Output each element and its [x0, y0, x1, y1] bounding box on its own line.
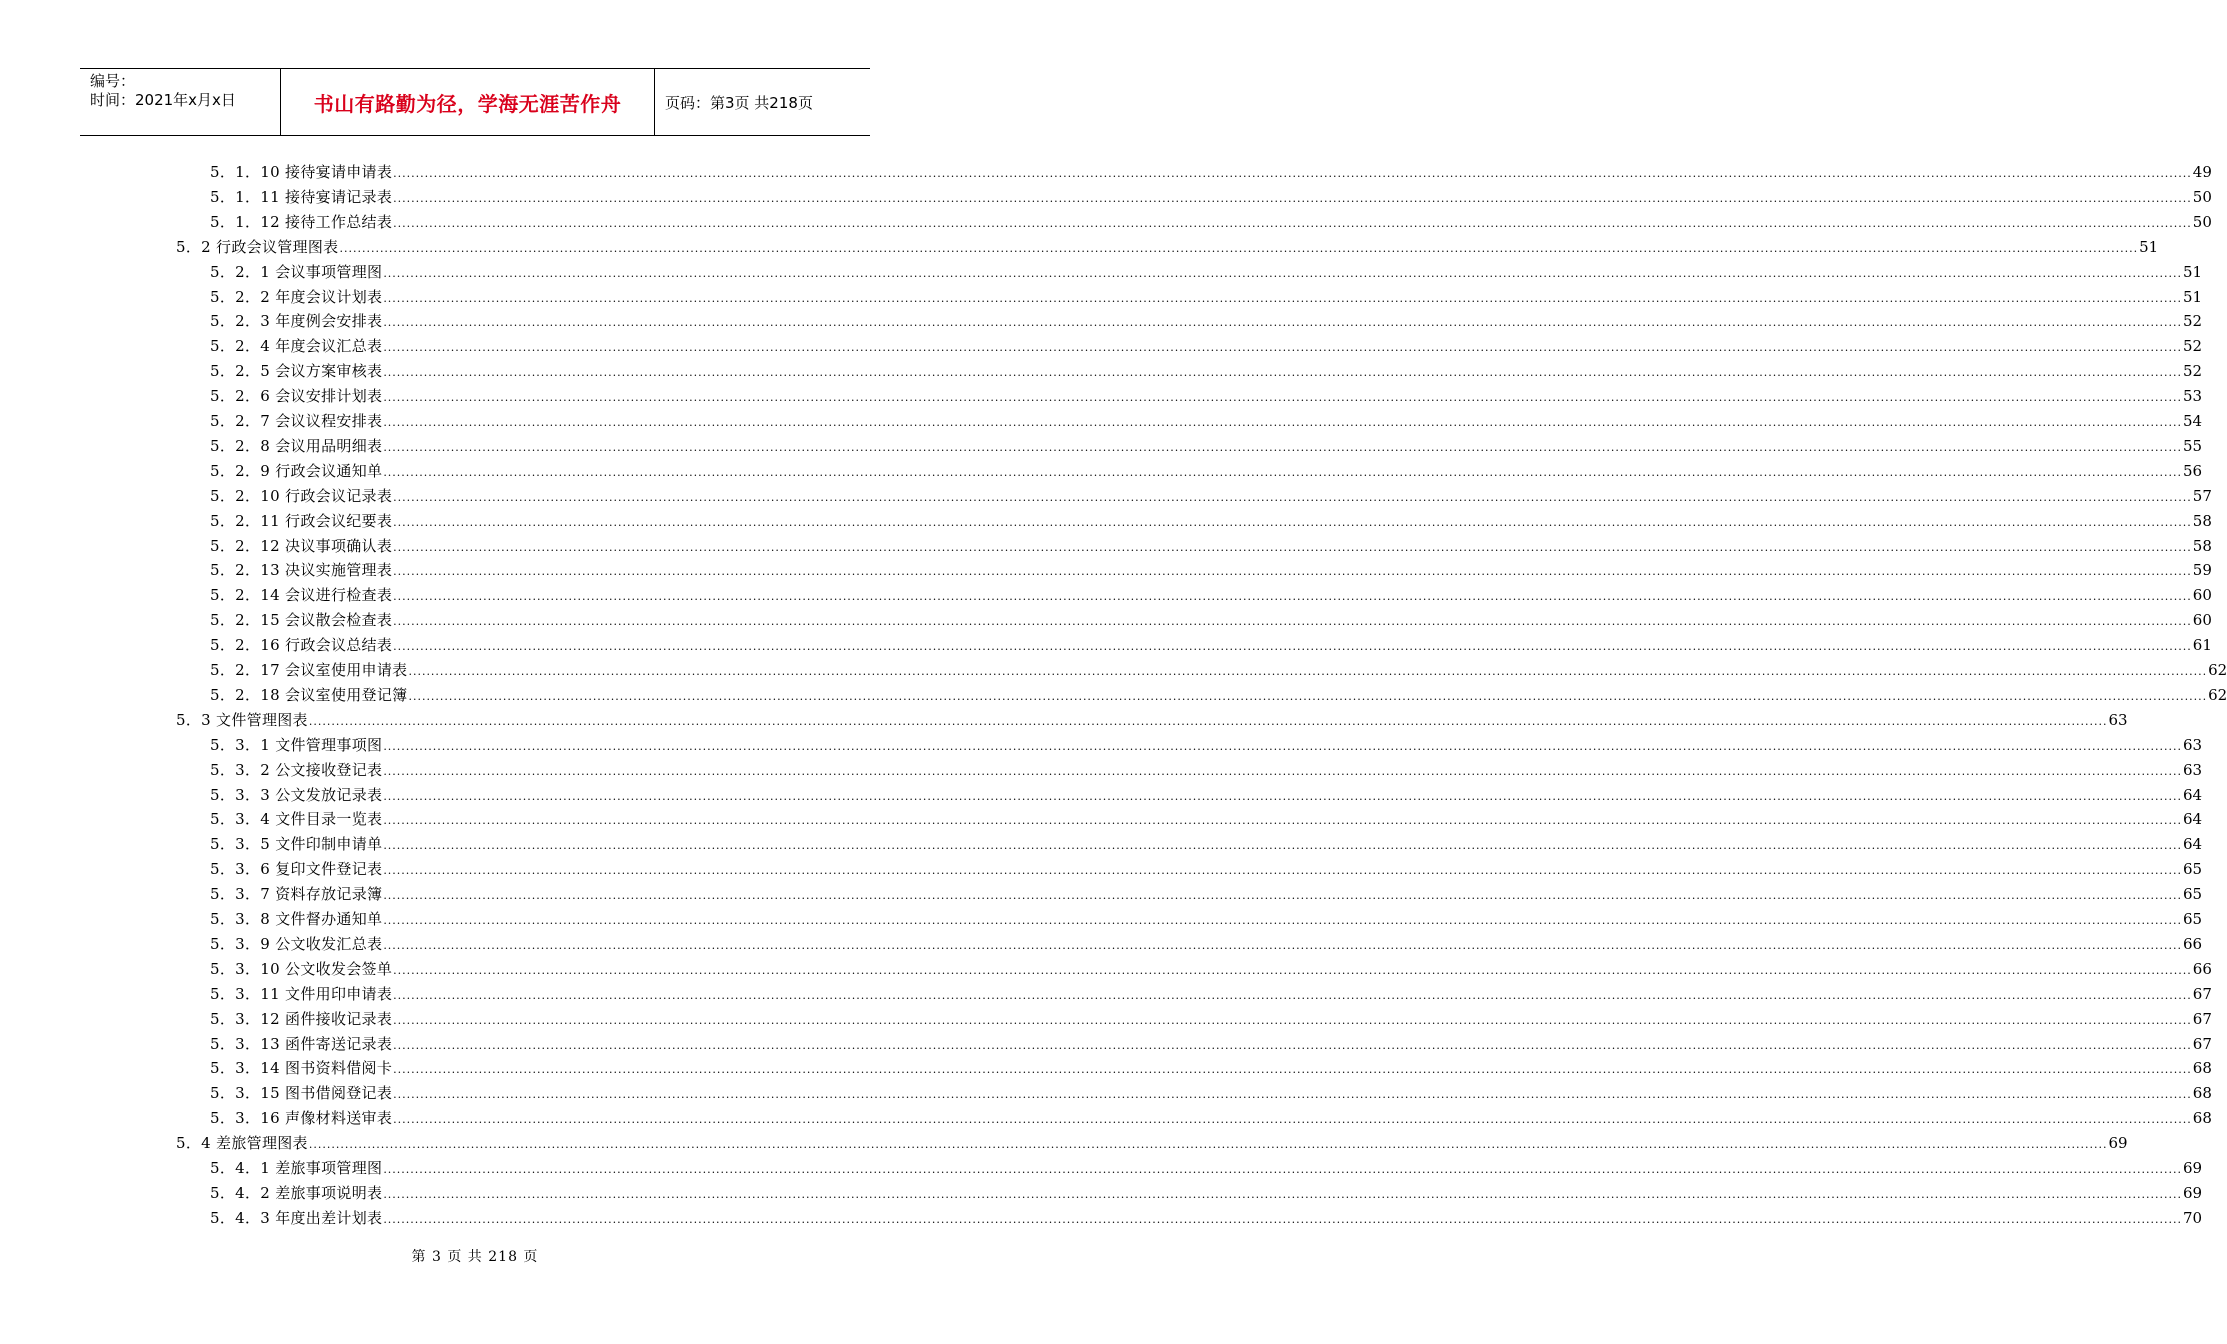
toc-entry-page: 50 — [2192, 212, 2212, 231]
toc-dot-leader: ................................................................................................................................................................................................................................................................................................................................................................................................................ — [393, 191, 2192, 205]
toc-entry-title: 5．2 行政会议管理图表 — [176, 237, 339, 256]
toc-entry-page: 55 — [2182, 436, 2203, 455]
toc-entry-title: 5．2．17 会议室使用申请表 — [210, 661, 408, 679]
toc-entry-page: 54 — [2182, 412, 2203, 430]
toc-dot-leader: ................................................................................................................................................................................................................................................................................................................................................................................................................ — [383, 839, 2182, 853]
toc-entry-title: 5．2．18 会议室使用登记簿 — [210, 685, 408, 704]
toc-entry-page: 66 — [2192, 959, 2212, 978]
toc-entry-page: 63 — [2182, 760, 2203, 779]
toc-entry[interactable] — [210, 582, 2212, 606]
toc-entry-title: 5．4 差旅管理图表 — [176, 1134, 308, 1153]
toc-entry[interactable] — [210, 1006, 2212, 1030]
toc-entry[interactable] — [210, 1055, 2212, 1079]
toc-entry[interactable] — [210, 408, 2203, 432]
toc-entry-page: 63 — [2108, 710, 2128, 729]
toc-entry-title: 5．3．11 文件用印申请表 — [210, 984, 393, 1003]
toc-dot-leader: ................................................................................................................................................................................................................................................................................................................................................................................................................ — [383, 1212, 2182, 1226]
toc-entry-page: 69 — [2182, 1159, 2203, 1177]
toc-entry[interactable] — [210, 483, 2212, 507]
toc-dot-leader: ................................................................................................................................................................................................................................................................................................................................................................................................................ — [393, 988, 2192, 1002]
toc-entry-title: 5．3．3 公文发放记录表 — [210, 785, 383, 804]
toc-entry-page: 53 — [2182, 387, 2203, 406]
toc-dot-leader: ................................................................................................................................................................................................................................................................................................................................................................................................................ — [408, 665, 2208, 678]
toc-dot-leader: ................................................................................................................................................................................................................................................................................................................................................................................................................ — [383, 1187, 2182, 1201]
toc-entry-title: 5．2．13 决议实施管理表 — [210, 561, 393, 580]
toc-entry-title: 5．2．16 行政会议总结表 — [210, 636, 393, 655]
toc-dot-leader: ................................................................................................................................................................................................................................................................................................................................................................................................................ — [393, 615, 2192, 629]
toc-dot-leader: ................................................................................................................................................................................................................................................................................................................................................................................................................ — [383, 814, 2182, 828]
toc-entry-title: 5．2．10 行政会议记录表 — [210, 486, 393, 505]
toc-dot-leader: ................................................................................................................................................................................................................................................................................................................................................................................................................ — [383, 1163, 2182, 1176]
toc-entry[interactable] — [210, 657, 2227, 681]
header-page-info: 页码：第3页 共218页 — [665, 93, 813, 112]
toc-entry[interactable] — [210, 981, 2212, 1005]
header-motto: 书山有路勤为径，学海无涯苦作舟 — [313, 91, 622, 116]
toc-dot-leader: ................................................................................................................................................................................................................................................................................................................................................................................................................ — [383, 914, 2182, 927]
toc-dot-leader: ................................................................................................................................................................................................................................................................................................................................................................................................................ — [383, 416, 2182, 429]
toc-entry-title: 5．2．15 会议散会检查表 — [210, 611, 393, 630]
toc-entry[interactable] — [210, 1205, 2203, 1229]
toc-entry-page: 49 — [2192, 163, 2212, 181]
toc-entry-title: 5．1．11 接待宴请记录表 — [210, 187, 393, 206]
toc-entry-page: 69 — [2182, 1183, 2203, 1202]
toc-entry[interactable] — [210, 831, 2203, 855]
toc-dot-leader: ................................................................................................................................................................................................................................................................................................................................................................................................................ — [383, 864, 2182, 878]
toc-entry[interactable] — [210, 632, 2212, 656]
header-motto-cell — [281, 69, 655, 135]
toc-entry[interactable] — [210, 1105, 2212, 1129]
toc-entry-title: 5．3 文件管理图表 — [176, 710, 308, 729]
toc-entry-page: 67 — [2192, 1009, 2212, 1028]
toc-entry[interactable] — [210, 284, 2203, 308]
toc-dot-leader: ................................................................................................................................................................................................................................................................................................................................................................................................................ — [393, 1013, 2192, 1027]
toc-entry-page: 64 — [2182, 785, 2203, 804]
toc-dot-leader: ................................................................................................................................................................................................................................................................................................................................................................................................................ — [383, 291, 2182, 305]
toc-entry[interactable] — [210, 1080, 2212, 1104]
toc-entry[interactable] — [210, 782, 2203, 806]
toc-entry-page: 67 — [2192, 1034, 2212, 1053]
toc-entry[interactable] — [210, 956, 2212, 980]
toc-entry-page: 51 — [2182, 262, 2203, 281]
toc-entry[interactable] — [210, 259, 2203, 283]
toc-entry-title: 5．3．13 函件寄送记录表 — [210, 1034, 393, 1053]
toc-dot-leader: ................................................................................................................................................................................................................................................................................................................................................................................................................ — [383, 938, 2182, 952]
toc-entry[interactable] — [210, 209, 2212, 233]
toc-dot-leader: ................................................................................................................................................................................................................................................................................................................................................................................................................ — [383, 764, 2182, 778]
document-date: 时间：2021年x月x日 — [90, 91, 236, 109]
toc-entry-title: 5．1．10 接待宴请申请表 — [210, 163, 393, 181]
toc-entry[interactable] — [210, 533, 2212, 557]
toc-entry-title: 5．2．8 会议用品明细表 — [210, 436, 383, 455]
toc-dot-leader: ................................................................................................................................................................................................................................................................................................................................................................................................................ — [383, 366, 2182, 380]
toc-entry[interactable] — [210, 308, 2203, 332]
toc-dot-leader: ................................................................................................................................................................................................................................................................................................................................................................................................................ — [408, 689, 2208, 703]
toc-entry-title: 5．2．5 会议方案审核表 — [210, 362, 383, 381]
toc-entry[interactable] — [210, 881, 2203, 905]
toc-entry-page: 57 — [2192, 486, 2212, 505]
toc-entry-title: 5．2．14 会议进行检查表 — [210, 586, 393, 605]
toc-entry-title: 5．3．16 声像材料送审表 — [210, 1109, 393, 1128]
document-number-label: 编号： — [90, 72, 136, 90]
toc-entry[interactable] — [176, 707, 2128, 731]
toc-entry-title: 5．4．1 差旅事项管理图 — [210, 1159, 383, 1177]
toc-entry[interactable] — [210, 757, 2203, 781]
toc-entry-title: 5．3．14 图书资料借阅卡 — [210, 1059, 393, 1078]
toc-entry-page: 60 — [2192, 611, 2212, 630]
toc-entry-title: 5．4．2 差旅事项说明表 — [210, 1183, 383, 1202]
toc-entry[interactable] — [210, 383, 2203, 407]
toc-entry-page: 52 — [2182, 312, 2203, 331]
toc-entry-title: 5．3．10 公文收发会签单 — [210, 959, 393, 978]
toc-entry-title: 5．3．5 文件印制申请单 — [210, 835, 383, 854]
toc-entry-page: 61 — [2192, 636, 2212, 655]
toc-entry-page: 68 — [2192, 1084, 2212, 1103]
toc-entry[interactable] — [210, 906, 2203, 930]
toc-entry[interactable] — [210, 358, 2203, 382]
toc-entry-page: 52 — [2182, 337, 2203, 356]
toc-entry-page: 65 — [2182, 885, 2203, 904]
toc-dot-leader: ................................................................................................................................................................................................................................................................................................................................................................................................................ — [383, 316, 2182, 330]
toc-entry-title: 5．2．7 会议议程安排表 — [210, 412, 383, 430]
toc-entry-page: 66 — [2182, 934, 2203, 953]
toc-entry[interactable] — [210, 458, 2203, 482]
toc-entry[interactable] — [210, 433, 2203, 457]
toc-dot-leader: ................................................................................................................................................................................................................................................................................................................................................................................................................ — [308, 1138, 2108, 1152]
toc-entry-title: 5．2．6 会议安排计划表 — [210, 387, 383, 406]
toc-entry-page: 51 — [2139, 237, 2159, 256]
toc-dot-leader: ................................................................................................................................................................................................................................................................................................................................................................................................................ — [383, 440, 2182, 454]
toc-entry[interactable] — [210, 159, 2212, 183]
toc-dot-leader: ................................................................................................................................................................................................................................................................................................................................................................................................................ — [393, 167, 2192, 180]
header-meta — [80, 69, 281, 135]
toc-entry-title: 5．3．7 资料存放记录簿 — [210, 885, 383, 904]
toc-entry[interactable] — [210, 184, 2212, 208]
toc-entry-title: 5．2．3 年度例会安排表 — [210, 312, 383, 331]
toc-entry[interactable] — [210, 682, 2227, 706]
toc-entry-title: 5．4．3 年度出差计划表 — [210, 1208, 383, 1227]
toc-entry-page: 64 — [2182, 810, 2203, 829]
toc-dot-leader: ................................................................................................................................................................................................................................................................................................................................................................................................................ — [383, 465, 2182, 479]
toc-entry-page: 68 — [2192, 1059, 2212, 1078]
toc-dot-leader: ................................................................................................................................................................................................................................................................................................................................................................................................................ — [383, 341, 2182, 355]
toc-entry-title: 5．3．4 文件目录一览表 — [210, 810, 383, 829]
toc-entry[interactable] — [210, 1031, 2212, 1055]
toc-entry-page: 65 — [2182, 910, 2203, 928]
toc-dot-leader: ................................................................................................................................................................................................................................................................................................................................................................................................................ — [393, 1038, 2192, 1052]
toc-entry[interactable] — [210, 508, 2212, 532]
toc-dot-leader: ................................................................................................................................................................................................................................................................................................................................................................................................................ — [393, 565, 2192, 579]
toc-dot-leader: ................................................................................................................................................................................................................................................................................................................................................................................................................ — [308, 714, 2108, 728]
toc-entry[interactable] — [210, 1180, 2203, 1204]
toc-dot-leader: ................................................................................................................................................................................................................................................................................................................................................................................................................ — [383, 739, 2182, 753]
toc-entry-title: 5．3．2 公文接收登记表 — [210, 760, 383, 779]
toc-entry-page: 62 — [2208, 685, 2227, 704]
toc-dot-leader: ................................................................................................................................................................................................................................................................................................................................................................................................................ — [393, 1113, 2192, 1127]
toc-entry-page: 58 — [2192, 536, 2212, 555]
toc-entry-title: 5．1．12 接待工作总结表 — [210, 212, 393, 231]
toc-dot-leader: ................................................................................................................................................................................................................................................................................................................................................................................................................ — [393, 640, 2192, 654]
toc-entry-page: 67 — [2192, 984, 2212, 1003]
toc-entry-page: 51 — [2182, 287, 2203, 306]
toc-entry-title: 5．3．8 文件督办通知单 — [210, 910, 383, 928]
toc-entry-title: 5．3．1 文件管理事项图 — [210, 735, 383, 754]
toc-entry[interactable] — [210, 557, 2212, 581]
toc-entry-page: 65 — [2182, 860, 2203, 879]
toc-entry-title: 5．2．4 年度会议汇总表 — [210, 337, 383, 356]
toc-dot-leader: ................................................................................................................................................................................................................................................................................................................................................................................................................ — [393, 216, 2192, 230]
toc-entry-page: 56 — [2182, 461, 2203, 480]
toc-dot-leader: ................................................................................................................................................................................................................................................................................................................................................................................................................ — [393, 1088, 2192, 1102]
page-header — [80, 68, 870, 136]
toc-entry-title: 5．3．6 复印文件登记表 — [210, 860, 383, 879]
toc-entry-title: 5．2．1 会议事项管理图 — [210, 262, 383, 281]
toc-entry-page: 69 — [2108, 1134, 2128, 1153]
toc-dot-leader: ................................................................................................................................................................................................................................................................................................................................................................................................................ — [393, 540, 2192, 554]
toc-entry-page: 58 — [2192, 511, 2212, 530]
page-footer: 第 3 页 共 218 页 — [411, 1249, 539, 1265]
toc-entry-page: 62 — [2208, 661, 2227, 679]
toc-entry-page: 60 — [2192, 586, 2212, 605]
toc-entry-page: 64 — [2182, 835, 2203, 854]
toc-dot-leader: ................................................................................................................................................................................................................................................................................................................................................................................................................ — [339, 241, 2139, 255]
toc-dot-leader: ................................................................................................................................................................................................................................................................................................................................................................................................................ — [393, 515, 2192, 529]
toc-entry-page: 52 — [2182, 362, 2203, 381]
toc-entry-title: 5．3．12 函件接收记录表 — [210, 1009, 393, 1028]
toc-entry[interactable] — [210, 1155, 2203, 1179]
toc-entry[interactable] — [210, 607, 2212, 631]
toc-dot-leader: ................................................................................................................................................................................................................................................................................................................................................................................................................ — [393, 590, 2192, 604]
toc-entry-title: 5．3．9 公文收发汇总表 — [210, 934, 383, 953]
toc-dot-leader: ................................................................................................................................................................................................................................................................................................................................................................................................................ — [383, 391, 2182, 405]
toc-entry-title: 5．2．2 年度会议计划表 — [210, 287, 383, 306]
toc-entry[interactable] — [210, 931, 2203, 955]
toc-dot-leader: ................................................................................................................................................................................................................................................................................................................................................................................................................ — [393, 1063, 2192, 1077]
toc-dot-leader: ................................................................................................................................................................................................................................................................................................................................................................................................................ — [383, 789, 2182, 803]
toc-entry-title: 5．3．15 图书借阅登记表 — [210, 1084, 393, 1103]
toc-dot-leader: ................................................................................................................................................................................................................................................................................................................................................................................................................ — [383, 889, 2182, 903]
toc-entry[interactable] — [176, 1130, 2128, 1154]
toc-entry-title: 5．2．11 行政会议纪要表 — [210, 511, 393, 530]
toc-entry[interactable] — [210, 806, 2203, 830]
toc-entry-page: 70 — [2182, 1208, 2203, 1227]
toc-entry-page: 59 — [2192, 561, 2212, 580]
toc-dot-leader: ................................................................................................................................................................................................................................................................................................................................................................................................................ — [393, 963, 2192, 977]
toc-entry-page: 50 — [2192, 187, 2212, 206]
toc-entry-page: 63 — [2182, 735, 2203, 754]
toc-entry[interactable] — [210, 333, 2203, 357]
toc-dot-leader: ................................................................................................................................................................................................................................................................................................................................................................................................................ — [393, 490, 2192, 504]
toc-entry[interactable] — [176, 234, 2159, 258]
toc-entry-page: 68 — [2192, 1109, 2212, 1128]
toc-dot-leader: ................................................................................................................................................................................................................................................................................................................................................................................................................ — [383, 266, 2182, 280]
toc-entry-title: 5．2．9 行政会议通知单 — [210, 461, 383, 480]
toc-entry-title: 5．2．12 决议事项确认表 — [210, 536, 393, 555]
toc-entry[interactable] — [210, 856, 2203, 880]
toc-entry[interactable] — [210, 732, 2203, 756]
